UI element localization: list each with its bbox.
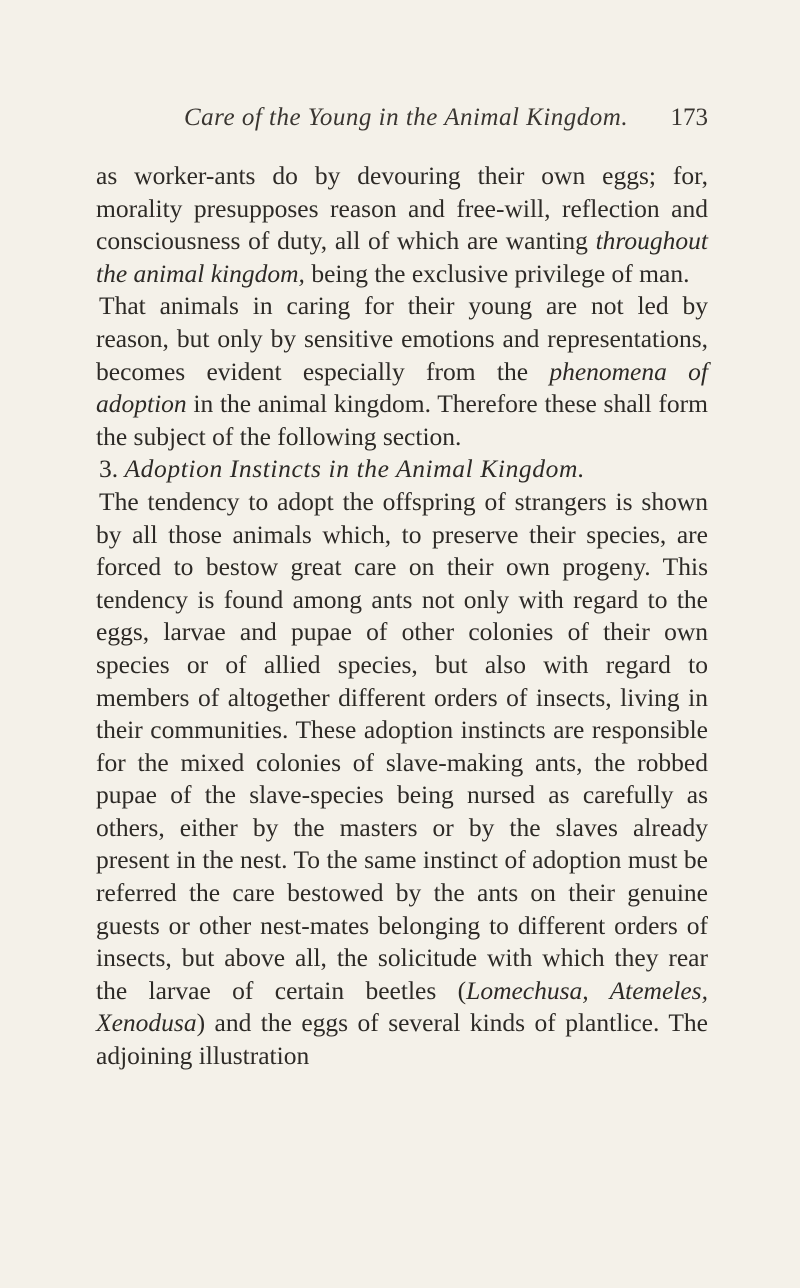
paragraph-1-text-c: being the exclusive privilege of man. [304, 258, 690, 288]
paragraph-3 [96, 486, 708, 1073]
paragraph-2-text-a: That animals in caring for their young are not led by reason, but only by sensitive emotions and representations, becomes evident especially from the [96, 291, 708, 386]
paragraph-3-italic: Lomechusa, Atemeles, Xenodusa [96, 975, 708, 1038]
paragraph-1 [96, 160, 708, 290]
running-head [96, 104, 708, 140]
paragraph-3-text-c: ) and the eggs of several kinds of plantlice. The adjoining illustration [96, 1008, 708, 1071]
section-title: Adoption Instincts in the Animal Kingdom. [124, 454, 585, 484]
section-number: 3. [99, 454, 119, 484]
page-number: 173 [670, 104, 708, 131]
paragraph-1-italic: throughout the animal kingdom, [96, 226, 708, 288]
body-text [96, 160, 708, 1073]
paragraph-2-text-c: in the animal kingdom. Therefore these shall form the subject of the following section. [96, 389, 708, 451]
paragraph-3-text-a: The tendency to adopt the offspring of strangers is shown by all those animals which, to preserve their species, are forced to bestow great care on their own progeny. This tendency is found among ants not only with regard to the eggs, larvae and pupae of other colonies of their own species or of allied species, but also with regard to members of altogether different orders of insects, living in their communities. These adoption instincts are responsible for the mixed colonies of slave-making ants, the robbed pupae of the slave-species being nursed as carefully as others, either by the masters or by the slaves already present in the nest. To the same instinct of adoption must be referred the care bestowed by the ants on their genuine guests or other nest-mates belonging to different orders of insects, but above all, the solicitude with which they rear the larvae of certain beetles ( [96, 486, 708, 1005]
paragraph-1-text-a: as worker-ants do by devouring their own eggs; for, morality presupposes reason and free-will, reflection and consciousness of duty, all of which are wanting [96, 161, 708, 256]
paragraph-2-italic: phenomena of adoption [96, 356, 708, 419]
section-heading [96, 453, 708, 486]
running-title: Care of the Young in the Animal Kingdom. [184, 104, 629, 131]
paragraph-2 [96, 290, 708, 453]
